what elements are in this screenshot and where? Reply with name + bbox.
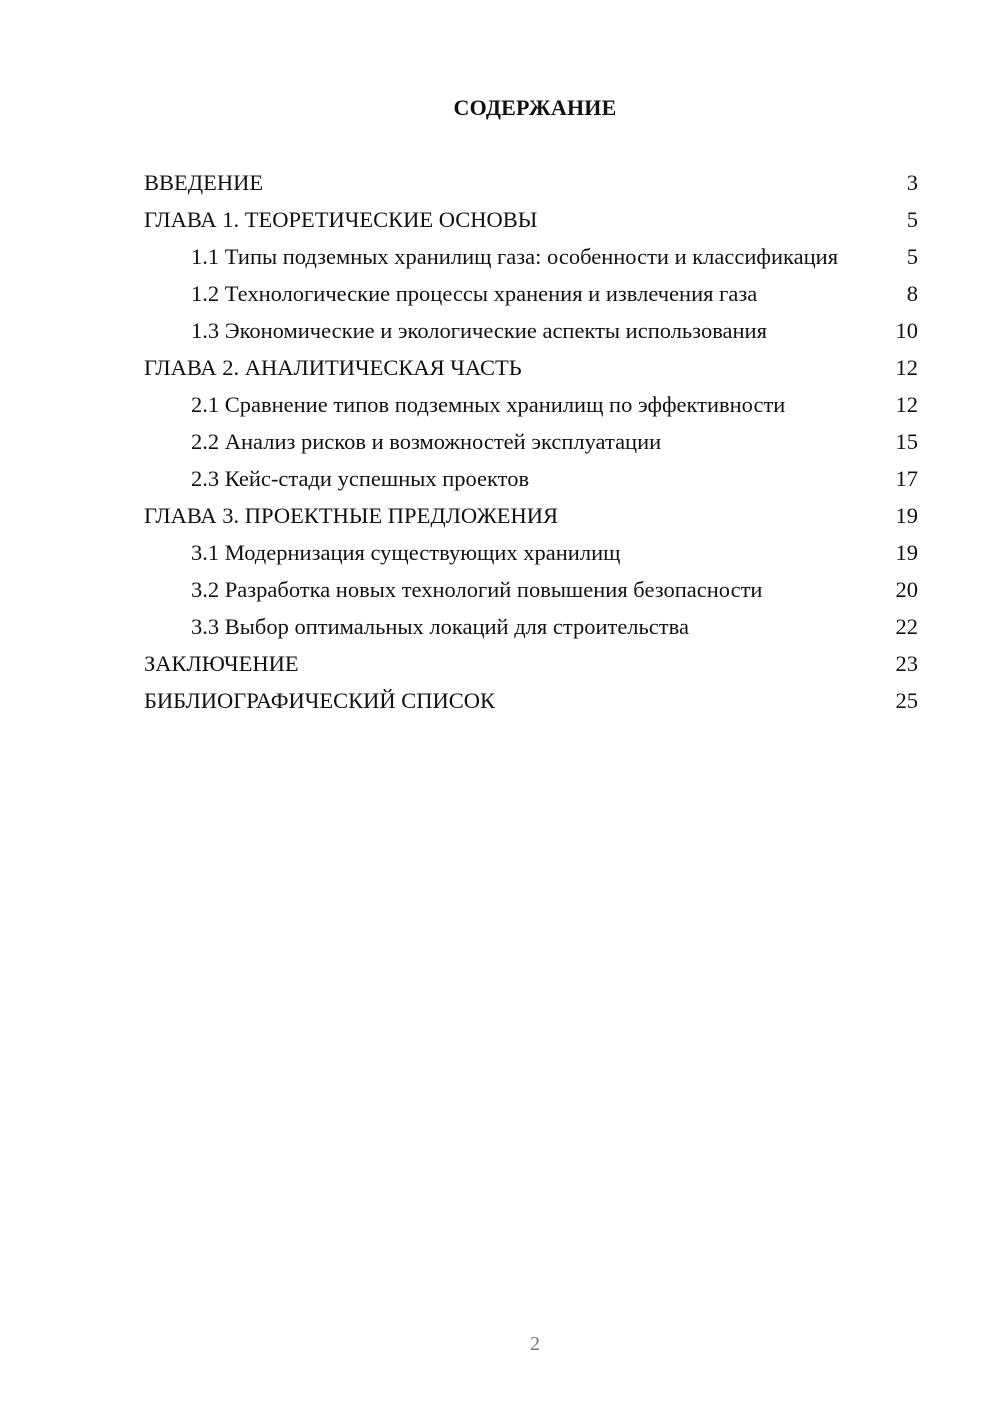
toc-entry-section-1-2[interactable] [144,280,918,307]
toc-entry-bibliography[interactable] [144,687,918,714]
toc-entry-page: 20 [895,577,918,602]
toc-entry-page: 10 [895,318,918,343]
toc-entry-text: 1.3 Экономические и экологические аспекты использования [191,318,767,343]
toc-entry-text: 1.2 Технологические процессы хранения и извлечения газа [191,281,758,306]
toc-entry-text: БИБЛИОГРАФИЧЕСКИЙ СПИСОК [144,688,496,713]
toc-entry-chapter-1[interactable] [144,206,918,233]
toc-entry-text: 3.1 Модернизация существующих хранилищ [191,540,621,565]
table-of-contents [144,169,918,724]
toc-entry-page: 23 [895,651,918,676]
toc-entry-text: 3.2 Разработка новых технологий повышения безопасности [191,577,763,602]
toc-entry-introduction[interactable] [144,169,918,196]
toc-entry-section-2-2[interactable] [144,428,918,455]
toc-entry-text: ГЛАВА 3. ПРОЕКТНЫЕ ПРЕДЛОЖЕНИЯ [144,503,559,528]
toc-entry-section-3-3[interactable] [144,613,918,640]
toc-entry-page: 3 [906,170,918,195]
toc-entry-page: 5 [906,207,918,232]
toc-entry-section-3-1[interactable] [144,539,918,566]
toc-entry-section-2-1[interactable] [144,391,918,418]
toc-entry-page: 25 [895,688,918,713]
toc-entry-page: 5 [906,244,918,269]
toc-title: СОДЕРЖАНИЕ [453,95,617,120]
toc-entry-section-1-1[interactable] [144,243,918,270]
toc-entry-text: ГЛАВА 2. АНАЛИТИЧЕСКАЯ ЧАСТЬ [144,355,522,380]
toc-entry-page: 22 [895,614,918,639]
toc-entry-conclusion[interactable] [144,650,918,677]
toc-entry-section-2-3[interactable] [144,465,918,492]
toc-entry-text: 2.2 Анализ рисков и возможностей эксплуатации [191,429,662,454]
toc-entry-page: 12 [895,392,918,417]
toc-entry-page: 15 [895,429,918,454]
toc-entry-page: 17 [895,466,918,491]
toc-entry-text: 2.1 Сравнение типов подземных хранилищ по эффективности [191,392,786,417]
toc-entry-text: 3.3 Выбор оптимальных локаций для строительства [191,614,689,639]
toc-entry-text: ВВЕДЕНИЕ [144,170,264,195]
toc-entry-chapter-3[interactable] [144,502,918,529]
toc-entry-text: ЗАКЛЮЧЕНИЕ [144,651,299,676]
toc-entry-text: 2.3 Кейс-стади успешных проектов [191,466,530,491]
toc-entry-page: 19 [895,503,918,528]
toc-entry-page: 8 [906,281,918,306]
toc-entry-page: 12 [895,355,918,380]
toc-entry-page: 19 [895,540,918,565]
page-number: 2 [530,1333,540,1355]
toc-entry-text: ГЛАВА 1. ТЕОРЕТИЧЕСКИЕ ОСНОВЫ [144,207,538,232]
toc-entry-chapter-2[interactable] [144,354,918,381]
toc-entry-text: 1.1 Типы подземных хранилищ газа: особенности и классификация [191,244,839,269]
toc-entry-section-3-2[interactable] [144,576,918,603]
toc-entry-section-1-3[interactable] [144,317,918,344]
